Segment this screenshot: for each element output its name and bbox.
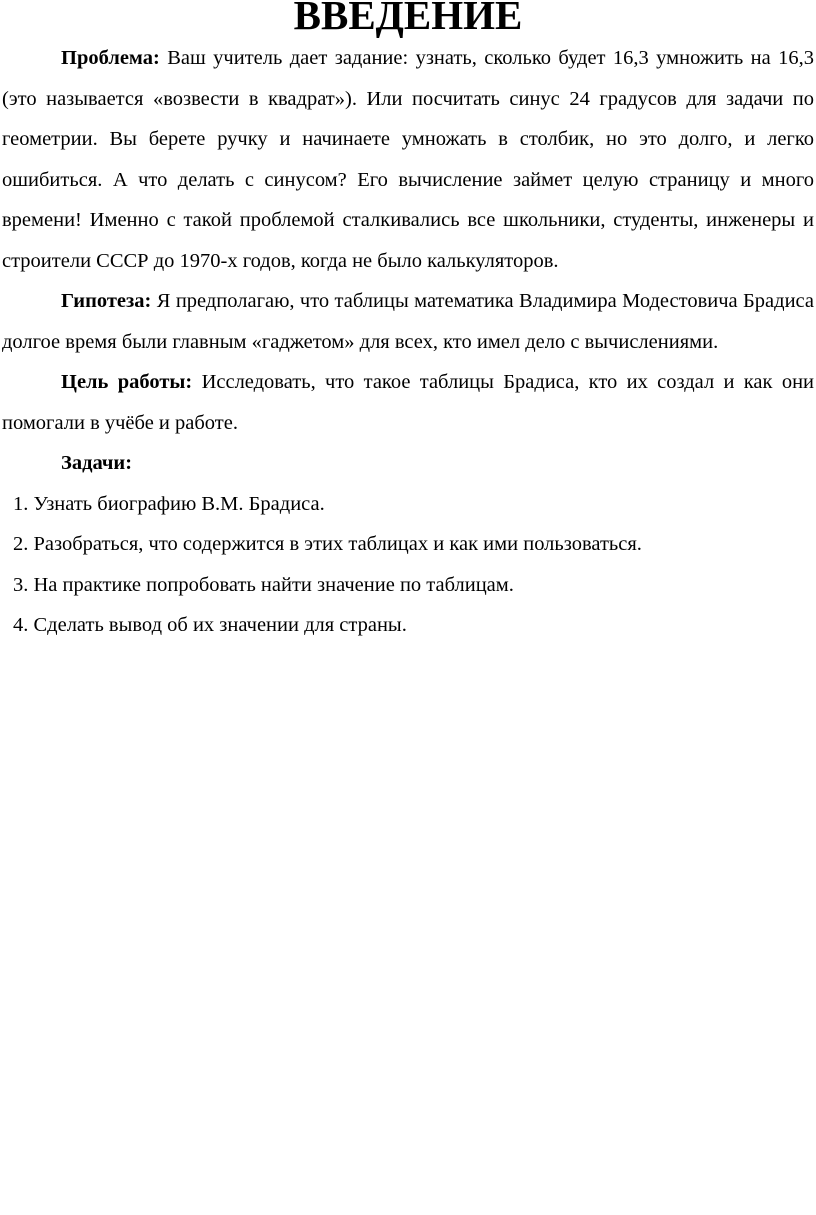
goal-paragraph (2, 362, 814, 443)
task-item-4: 4. Сделать вывод об их значении для страны. (13, 614, 407, 636)
hypothesis-paragraph (2, 281, 814, 362)
tasks-heading: Задачи: (61, 452, 133, 474)
problem-text: Ваш учитель дает задание: узнать, сколько будет 16,3 умножить на 16,3 (это называется «возвести в квадрат»). Или посчитать синус 24 градусов для задачи по геометрии. Вы берете ручку и начинаете умножать в столбик, но это долго, и легко ошибиться. А что делать с синусом? Его вычисление займет целую страницу и много времени! Именно с такой проблемой сталкивались все школьники, студенты, инженеры и строители СССР до 1970-х годов, когда не было калькуляторов. (2, 47, 814, 272)
task-item-1: 1. Узнать биографию В.М. Брадиса. (13, 492, 325, 515)
problem-label: Проблема: (61, 47, 160, 69)
problem-paragraph (2, 38, 814, 281)
goal-label: Цель работы: (61, 371, 193, 393)
page-title: ВВЕДЕНИЕ (293, 0, 523, 38)
hypothesis-label: Гипотеза: (61, 290, 152, 312)
task-item-2: 2. Разобраться, что содержится в этих таблицах и как ими пользоваться. (13, 533, 642, 555)
task-item-3: 3. На практике попробовать найти значение по таблицам. (13, 573, 514, 596)
hypothesis-text: Я предполагаю, что таблицы математика Владимира Модестовича Брадиса долгое время были главным «гаджетом» для всех, кто имел дело с вычислениями. (2, 290, 814, 353)
task-list (2, 484, 814, 646)
goal-text: Исследовать, что такое таблицы Брадиса, кто их создал и как они помогали в учёбе и работе. (2, 371, 815, 434)
